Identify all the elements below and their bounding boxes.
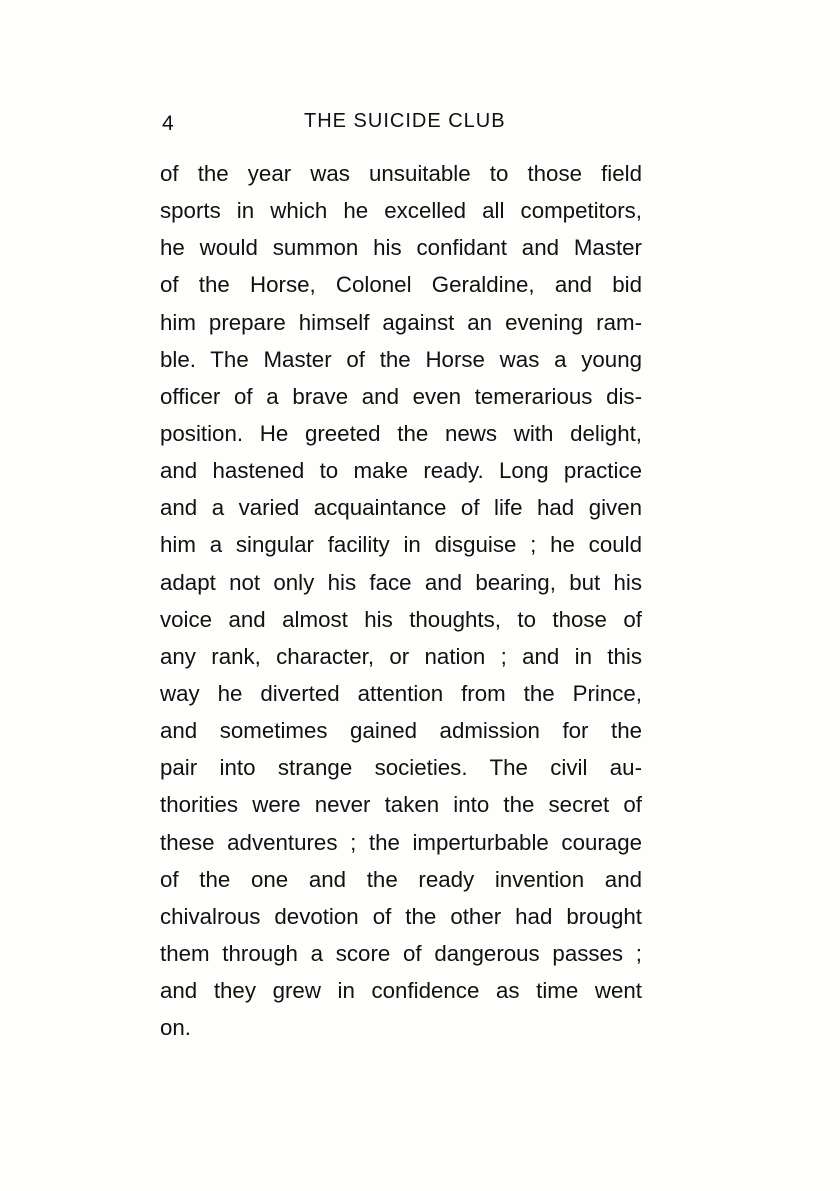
text-line: any rank, character, or nation ; and in this bbox=[160, 643, 642, 669]
text-line: way he diverted attention from the Prince, bbox=[160, 680, 642, 706]
text-line: them through a score of dangerous passes ; bbox=[160, 940, 642, 966]
text-line: chivalrous devotion of the other had brought bbox=[160, 903, 642, 929]
text-line: these adventures ; the imperturbable courage bbox=[160, 829, 642, 855]
text-line: adapt not only his face and bearing, but his bbox=[160, 569, 642, 595]
text-line: voice and almost his thoughts, to those of bbox=[160, 606, 642, 632]
text-line: sports in which he excelled all competitors, bbox=[160, 198, 642, 224]
text-line: officer of a brave and even temerarious dis- bbox=[160, 383, 642, 409]
text-line: of the one and the ready invention and bbox=[160, 866, 642, 892]
text-line: pair into strange societies. The civil au- bbox=[160, 755, 642, 781]
text-line: him a singular facility in disguise ; he could bbox=[160, 532, 642, 558]
body-paragraph bbox=[160, 155, 642, 1046]
text-line: of the year was unsuitable to those field bbox=[160, 161, 642, 186]
text-line: on. bbox=[160, 1015, 191, 1041]
text-line: and a varied acquaintance of life had given bbox=[160, 495, 642, 521]
page-number: 4 bbox=[162, 112, 174, 135]
text-line: of the Horse, Colonel Geraldine, and bid bbox=[160, 272, 642, 298]
page-header bbox=[160, 108, 642, 138]
text-line: position. He greeted the news with delight, bbox=[160, 420, 642, 446]
text-line: ble. The Master of the Horse was a young bbox=[160, 346, 642, 372]
text-line: thorities were never taken into the secret of bbox=[160, 792, 642, 818]
running-title: THE SUICIDE CLUB bbox=[304, 110, 506, 132]
text-line: and they grew in confidence as time went bbox=[160, 978, 642, 1004]
text-line: him prepare himself against an evening ram- bbox=[160, 309, 642, 335]
text-line: and hastened to make ready. Long practice bbox=[160, 458, 642, 484]
text-line: he would summon his confidant and Master bbox=[160, 235, 642, 261]
text-line: and sometimes gained admission for the bbox=[160, 718, 642, 744]
